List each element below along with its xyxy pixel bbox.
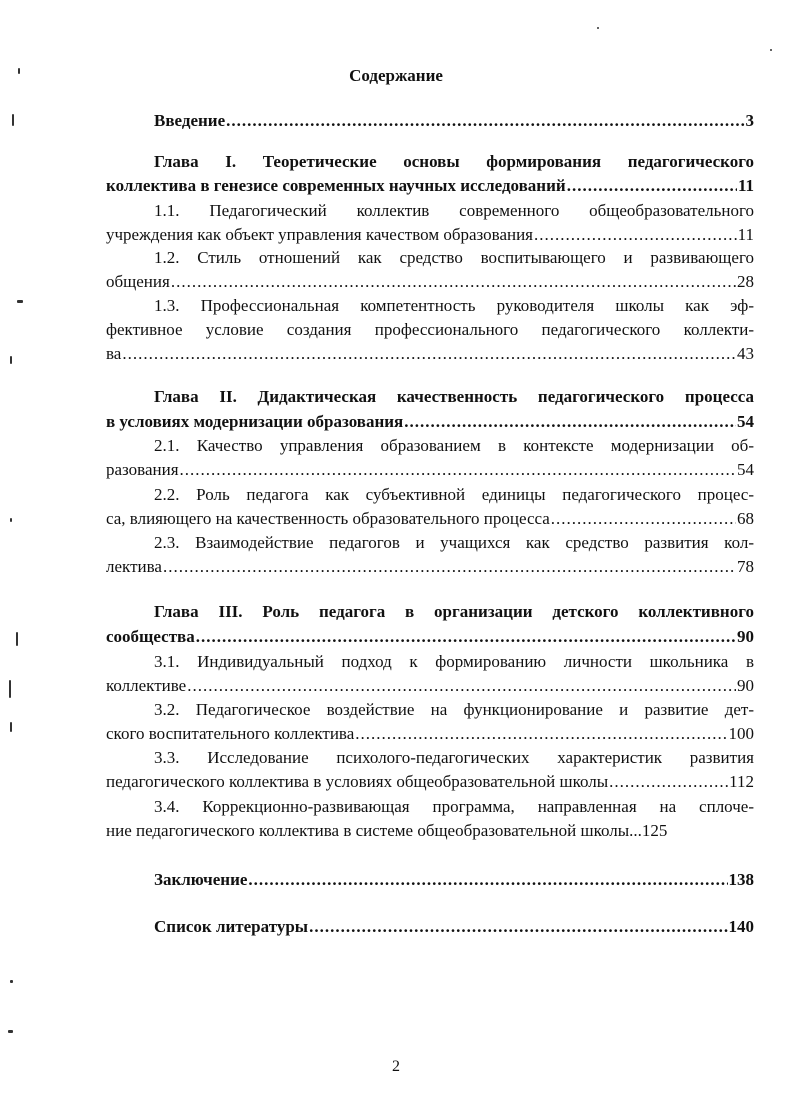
toc-page-number: 100 bbox=[728, 724, 754, 743]
toc-entry-label: са, влияющего на качественность образовательного процесса bbox=[106, 509, 550, 528]
scan-speck bbox=[10, 356, 12, 364]
scan-speck bbox=[10, 722, 12, 732]
scan-speck bbox=[12, 114, 14, 126]
section-1-2-line1: 1.2. Стиль отношений как средство воспитывающего и развивающего bbox=[154, 248, 754, 267]
section-3-4-line1: 3.4. Коррекционно-развивающая программа, направленная на сплоче- bbox=[154, 797, 754, 816]
toc-page-number: 78 bbox=[737, 557, 754, 576]
section-2-1-line1: 2.1. Качество управления образованием в контексте модернизации об- bbox=[154, 436, 754, 455]
toc-page-number: 125 bbox=[641, 821, 668, 840]
section-1-3-line2: фективное условие создания профессионального педагогического коллекти- bbox=[106, 320, 754, 339]
toc-page-number: 54 bbox=[737, 412, 754, 431]
toc-entry-label: Заключение bbox=[154, 870, 248, 889]
toc-dot-leader bbox=[534, 223, 737, 247]
page-number: 2 bbox=[392, 1058, 400, 1075]
toc-dot-leader bbox=[163, 555, 736, 579]
toc-page-number: 11 bbox=[737, 225, 754, 244]
toc-entry-label: Введение bbox=[154, 111, 226, 130]
chapter-3-heading-line1: Глава III. Роль педагога в организации детского коллективного bbox=[154, 602, 754, 621]
scan-speck bbox=[9, 680, 11, 698]
section-3-1-line2 bbox=[106, 674, 754, 698]
toc-entry-label: ние педагогического коллектива в системе общеобразовательной школы... bbox=[106, 821, 642, 840]
section-1-3-line3 bbox=[106, 342, 754, 366]
toc-page-number: 90 bbox=[737, 627, 754, 646]
section-2-2-line2 bbox=[106, 507, 754, 531]
toc-page-number: 112 bbox=[729, 772, 754, 791]
toc-entry-label: лектива bbox=[106, 557, 162, 576]
toc-dot-leader bbox=[196, 625, 736, 649]
toc-dot-leader bbox=[609, 770, 728, 794]
toc-dot-leader bbox=[567, 174, 737, 198]
toc-dot-leader bbox=[355, 722, 727, 746]
scan-speck bbox=[16, 632, 18, 646]
toc-dot-leader bbox=[309, 915, 727, 939]
scan-speck bbox=[770, 49, 772, 51]
toc-entry-references bbox=[154, 915, 754, 939]
toc-page-number: 43 bbox=[737, 344, 754, 363]
toc-page-number: 54 bbox=[737, 460, 754, 479]
toc-dot-leader bbox=[187, 674, 736, 698]
scan-speck bbox=[17, 300, 23, 303]
toc-entry-label: коллективе bbox=[106, 676, 187, 695]
section-3-4-line2 bbox=[106, 819, 754, 843]
toc-entry-label: коллектива в генезисе современных научных исследований bbox=[106, 176, 566, 195]
section-3-3-line2 bbox=[106, 770, 754, 794]
scan-speck bbox=[597, 27, 599, 29]
toc-entry-label: педагогического коллектива в условиях общеобразовательной школы bbox=[106, 772, 609, 791]
chapter-1-heading-line1: Глава I. Теоретические основы формирования педагогического bbox=[154, 152, 754, 171]
toc-dot-leader bbox=[551, 507, 736, 531]
section-2-3-line1: 2.3. Взаимодействие педагогов и учащихся как средство развития кол- bbox=[154, 533, 754, 552]
toc-entry-label: в условиях модернизации образования bbox=[106, 412, 404, 431]
toc-entry-label: учреждения как объект управления качеством образования bbox=[106, 225, 534, 244]
toc-page-number: 138 bbox=[728, 870, 754, 889]
toc-entry-label: сообщества bbox=[106, 627, 195, 646]
toc-entry-label: разования bbox=[106, 460, 179, 479]
toc-page-number: 28 bbox=[737, 272, 754, 291]
section-2-3-line2 bbox=[106, 555, 754, 579]
section-1-2-line2 bbox=[106, 270, 754, 294]
toc-page-number: 3 bbox=[745, 111, 754, 130]
toc-page-number: 68 bbox=[737, 509, 754, 528]
section-3-3-line1: 3.3. Исследование психолого-педагогических характеристик развития bbox=[154, 748, 754, 767]
section-1-1-line2 bbox=[106, 223, 754, 247]
section-1-3-line1: 1.3. Профессиональная компетентность руководителя школы как эф- bbox=[154, 296, 754, 315]
chapter-2-heading-line1: Глава II. Дидактическая качественность педагогического процесса bbox=[154, 387, 754, 406]
toc-entry-label: ского воспитательного коллектива bbox=[106, 724, 355, 743]
page-title: Содержание bbox=[349, 66, 443, 85]
section-2-2-line1: 2.2. Роль педагога как субъективной единицы педагогического процес- bbox=[154, 485, 754, 504]
toc-entry-label: ва bbox=[106, 344, 122, 363]
toc-entry-label: Список литературы bbox=[154, 917, 309, 936]
toc-dot-leader bbox=[226, 109, 744, 133]
section-3-1-line1: 3.1. Индивидуальный подход к формированию личности школьника в bbox=[154, 652, 754, 671]
toc-dot-leader bbox=[171, 270, 736, 294]
chapter-1-heading-line2 bbox=[106, 174, 754, 198]
chapter-3-heading-line2 bbox=[106, 625, 754, 649]
toc-entry-conclusion bbox=[154, 868, 754, 892]
toc-dot-leader bbox=[248, 868, 727, 892]
toc-dot-leader bbox=[404, 410, 736, 434]
section-3-2-line2 bbox=[106, 722, 754, 746]
toc-dot-leader bbox=[180, 458, 736, 482]
toc-page-number: 140 bbox=[728, 917, 754, 936]
scan-speck bbox=[8, 1030, 13, 1033]
toc-dot-leader bbox=[122, 342, 736, 366]
scan-speck bbox=[18, 68, 20, 74]
section-1-1-line1: 1.1. Педагогический коллектив современного общеобразовательного bbox=[154, 201, 754, 220]
toc-entry-intro bbox=[154, 109, 754, 133]
section-3-2-line1: 3.2. Педагогическое воздействие на функционирование и развитие дет- bbox=[154, 700, 754, 719]
toc-entry-label: общения bbox=[106, 272, 170, 291]
toc-page-number: 11 bbox=[737, 176, 754, 195]
toc-page-number: 90 bbox=[737, 676, 754, 695]
section-2-1-line2 bbox=[106, 458, 754, 482]
chapter-2-heading-line2 bbox=[106, 410, 754, 434]
scan-speck bbox=[10, 980, 13, 983]
scan-speck bbox=[10, 518, 12, 522]
